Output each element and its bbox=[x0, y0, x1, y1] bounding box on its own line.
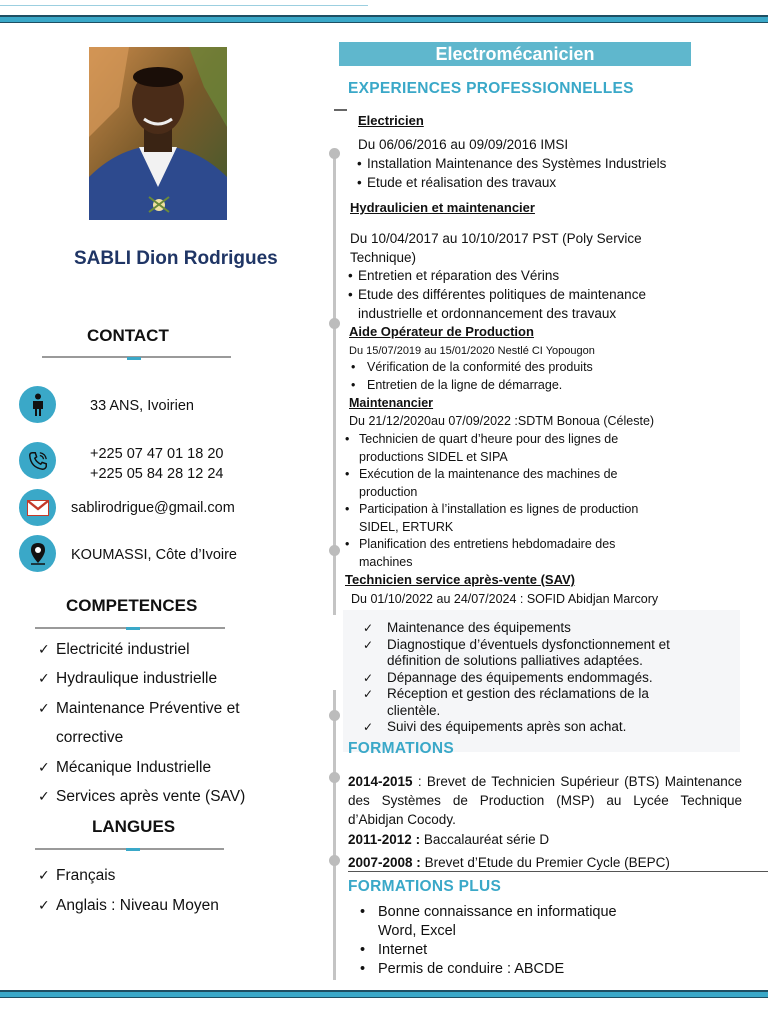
formations-plus-list bbox=[360, 903, 617, 979]
list-item: ✓ Mécanique Industrielle bbox=[38, 753, 245, 782]
job-period-4: Du 21/12/2020au 07/09/2022 :SDTM Bonoua (Céleste) bbox=[349, 414, 655, 428]
langues-list bbox=[38, 861, 219, 920]
list-item: • Planification des entretiens hebdomadaire des bbox=[345, 536, 638, 554]
experiences-marker bbox=[334, 109, 347, 111]
contact-divider-accent bbox=[127, 357, 141, 360]
formation-bac bbox=[348, 830, 742, 849]
list-item: ✓ Français bbox=[38, 861, 219, 891]
timeline-dot bbox=[329, 318, 340, 329]
list-item: ✓ Anglais : Niveau Moyen bbox=[38, 891, 219, 921]
job-title-4: Maintenancier bbox=[349, 396, 434, 410]
list-item: • Exécution de la maintenance des machines de bbox=[345, 466, 638, 484]
email-address[interactable]: sablirodrigue@gmail.com bbox=[71, 500, 235, 516]
list-item: • Technicien de quart d’heure pour des lignes de bbox=[345, 431, 638, 449]
phone-number-2[interactable]: +225 05 84 28 12 24 bbox=[90, 466, 224, 482]
list-item-continuation: SIDEL, ERTURK bbox=[359, 519, 454, 534]
list-item: • Etude et réalisation des travaux bbox=[357, 173, 666, 192]
job-tasks-3 bbox=[351, 359, 593, 394]
timeline-dot bbox=[329, 148, 340, 159]
timeline-dot bbox=[329, 855, 340, 866]
list-item bbox=[363, 703, 670, 720]
list-item: ✓ Suivi des équipements après son achat. bbox=[363, 719, 670, 736]
list-item bbox=[363, 653, 670, 670]
list-item: ✓ Diagnostique d’éventuels dysfonctionnement et bbox=[363, 637, 670, 654]
job-title-2: Hydraulicien et maintenancier bbox=[350, 200, 535, 215]
list-item: Word, Excel bbox=[378, 923, 456, 939]
formation-timeline bbox=[333, 690, 336, 980]
competences-list bbox=[38, 635, 245, 811]
bottom-banner-bar bbox=[0, 990, 768, 998]
location-pin-icon bbox=[19, 535, 56, 572]
formations-plus-heading: FORMATIONS PLUS bbox=[348, 878, 502, 895]
list-item-continuation: définition de solutions palliatives adaptées. bbox=[387, 653, 643, 668]
list-item-continuation: industrielle et ordonnancement des travaux bbox=[358, 306, 617, 321]
list-item bbox=[345, 449, 638, 467]
list-item: ✓ Electricité industriel bbox=[38, 635, 245, 664]
formation-bepc bbox=[348, 853, 742, 872]
list-item: ✓ Réception et gestion des réclamations de la bbox=[363, 686, 670, 703]
langues-divider-accent bbox=[126, 848, 140, 851]
formation-year: 2011-2012 : bbox=[348, 832, 421, 847]
job-title-5: Technicien service après-vente (SAV) bbox=[345, 572, 576, 587]
list-item: • Vérification de la conformité des produits bbox=[351, 359, 593, 377]
list-item: • Etude des différentes politiques de maintenance bbox=[348, 285, 646, 304]
list-item-continuation: production bbox=[359, 484, 418, 499]
experiences-heading: EXPERIENCES PROFESSIONNELLES bbox=[348, 80, 634, 97]
top-banner-bar bbox=[0, 15, 768, 23]
top-thin-rule bbox=[0, 5, 368, 6]
list-item: • Entretien de la ligne de démarrage. bbox=[351, 377, 593, 395]
list-item: • Participation à l’installation es lignes de production bbox=[345, 501, 638, 519]
list-item: • Bonne connaissance en informatique bbox=[360, 903, 617, 922]
phone-number-1[interactable]: +225 07 47 01 18 20 bbox=[90, 446, 224, 462]
job-period-3: Du 15/07/2019 au 15/01/2020 Nestlé CI Yopougon bbox=[349, 345, 595, 357]
competences-heading: COMPETENCES bbox=[66, 596, 198, 615]
email-icon bbox=[19, 489, 56, 526]
list-item bbox=[345, 554, 638, 572]
job-tasks-1 bbox=[357, 154, 666, 192]
list-item: ✓ Services après vente (SAV) bbox=[38, 782, 245, 811]
job-period-5: Du 01/10/2022 au 24/07/2024 : SOFID Abidjan Marcory bbox=[351, 592, 659, 606]
list-item-continuation: clientèle. bbox=[387, 702, 441, 718]
job-title-banner: Electromécanicien bbox=[339, 42, 691, 66]
age-nationality: 33 ANS, Ivoirien bbox=[90, 398, 194, 414]
job-title-1: Electricien bbox=[358, 113, 424, 128]
list-item bbox=[345, 519, 638, 537]
timeline-dot bbox=[329, 545, 340, 556]
phone-icon bbox=[19, 442, 56, 479]
timeline-dot bbox=[329, 772, 340, 783]
competences-divider-accent bbox=[126, 627, 140, 630]
list-item: • Permis de conduire : ABCDE bbox=[360, 960, 617, 979]
job-period-2: Du 10/04/2017 au 10/10/2017 PST (Poly Service bbox=[350, 231, 642, 246]
list-item: ✓ Maintenance des équipements bbox=[363, 620, 670, 637]
formations-heading: FORMATIONS bbox=[348, 740, 455, 757]
formation-year: 2014-2015 bbox=[348, 774, 413, 789]
list-item: ✓ Dépannage des équipements endommagés. bbox=[363, 670, 670, 687]
job-tasks-2 bbox=[348, 266, 646, 323]
list-item: ✓ Maintenance Préventive et bbox=[38, 694, 245, 723]
formation-bts bbox=[348, 772, 742, 829]
list-item: • Internet bbox=[360, 941, 617, 960]
person-icon bbox=[19, 386, 56, 423]
list-item: ✓ Hydraulique industrielle bbox=[38, 664, 245, 693]
job-tasks-4 bbox=[345, 431, 638, 571]
formation-year: 2007-2008 : bbox=[348, 855, 421, 870]
list-item bbox=[38, 723, 245, 752]
job-period-1: Du 06/06/2016 au 09/09/2016 IMSI bbox=[358, 137, 569, 152]
formation-text: Baccalauréat série D bbox=[420, 832, 550, 847]
job-period-2-cont: Technique) bbox=[350, 250, 417, 265]
list-item bbox=[345, 484, 638, 502]
formation-text: : Brevet de Technicien Supérieur (BTS) Maintenance des Systèmes de Production (MSP) au Lycée Technique d’Abidjan Cocody. bbox=[348, 774, 742, 827]
job-title-3: Aide Opérateur de Production bbox=[349, 324, 534, 339]
contact-heading: CONTACT bbox=[87, 326, 169, 345]
list-item: • Entretien et réparation des Vérins bbox=[348, 266, 646, 285]
formation-text: Brevet d’Etude du Premier Cycle (BEPC) bbox=[420, 855, 670, 870]
list-item-continuation: machines bbox=[359, 554, 413, 569]
list-item-continuation: corrective bbox=[56, 729, 124, 747]
timeline-dot bbox=[329, 710, 340, 721]
formations-plus-divider bbox=[348, 871, 768, 872]
job-tasks-5 bbox=[363, 620, 670, 736]
list-item: • Installation Maintenance des Systèmes Industriels bbox=[357, 154, 666, 173]
address: KOUMASSI, Côte d’Ivoire bbox=[71, 547, 237, 563]
list-item bbox=[348, 304, 646, 323]
candidate-name: SABLI Dion Rodrigues bbox=[74, 248, 278, 269]
list-item-continuation: productions SIDEL et SIPA bbox=[359, 449, 508, 464]
langues-heading: LANGUES bbox=[92, 817, 176, 836]
profile-photo bbox=[89, 47, 227, 220]
